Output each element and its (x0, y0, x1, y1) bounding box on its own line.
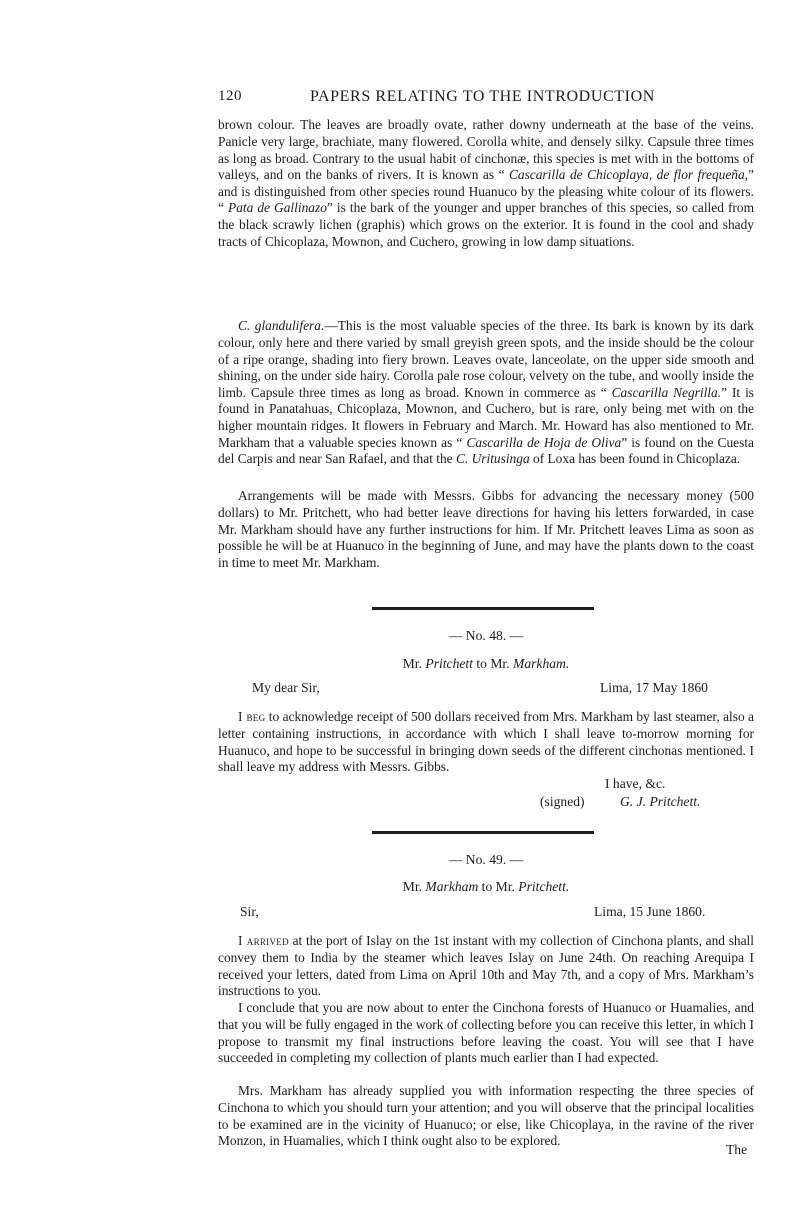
sender-name: Markham (425, 879, 479, 894)
closing: I have, &c. (605, 776, 666, 791)
text-span: of Loxa has been found in Chicoplaza. (529, 451, 741, 467)
text-span: ” is found on the Cuesta del Carpis and near San Rafael, and that the (218, 434, 754, 467)
letter-number: — No. 49. — (448, 852, 524, 867)
catchword: The (726, 1142, 748, 1157)
letter-heading (218, 879, 754, 895)
signed-label: (signed) (540, 794, 585, 809)
italic-span: Cascarilla de Chicoplaya, de flor frequeña, (508, 167, 749, 183)
text-span: ” and is distinguished from other species round Huanuco by the pleasing white colour of its flowers. “ (218, 167, 754, 216)
opening-word: I arrived (238, 933, 289, 949)
place-date: Lima, 17 May 1860 (600, 680, 708, 695)
section-rule (372, 831, 594, 834)
page-header (218, 88, 758, 110)
text-span: brown colour. The leaves are broadly ovate, rather downy underneath at the base of the veins. Panicle very large, brachiate, many flowered. Corolla white, and densely silky. Capsule three times as long as broad. Contrary to the usual habit of cinchonæ, this species is met with in the bottoms of valleys, and on the banks of rivers. It is known as “ (218, 117, 754, 183)
recipient-name: Pritchett. (518, 879, 570, 894)
italic-span: Cascarilla de Hoja de Oliva (466, 434, 622, 450)
salutation: Sir, (240, 904, 259, 919)
letter-body (218, 933, 754, 999)
recipient-name: Markham. (513, 656, 570, 671)
text-span: ” It is found in Panatahuas, Chicoplaza, Mownon, and Cuchero, but is rare, only being met with on the higher mountain ridges. It flowers in February and March. Mr. Howard has also mentioned to Mr. Markham that a valuable species known as “ (218, 384, 754, 450)
text-span: to acknowledge receipt of 500 dollars received from Mrs. Markham by last steamer, also a letter containing instructions, in accordance with which I shall leave to-morrow morning for Huanuco, and hope to be successful in bringing down seeds of the different cinchonas mentioned. I shall leave my address with Messrs. Gibbs. (218, 709, 754, 775)
letter-body: I conclude that you are now about to enter the Cinchona forests of Huanuco or Huamalies, and that you will be fully engaged in the work of collecting before you can receive this letter, in which I propose to transmit my final instructions before leaving the coast. You will see that I have succeeded in completing my collection of plants much earlier than I had expected. (218, 1000, 754, 1066)
letter-number: — No. 48. — (448, 628, 524, 643)
page-number: 120 (218, 88, 242, 104)
salutation: My dear Sir, (252, 680, 320, 695)
place-date: Lima, 15 June 1860. (594, 904, 706, 919)
signature-text: G. J. Pritchett. (620, 794, 701, 809)
italic-span: Pata de Gallinazo (228, 200, 327, 216)
text-span: to Mr. (478, 879, 519, 894)
letter-body (218, 709, 754, 775)
glandulifera-paragraph (218, 318, 754, 467)
italic-span: C. Uritusinga (455, 451, 530, 467)
letter-heading (218, 656, 754, 672)
opening-word: I beg (238, 709, 266, 725)
italic-span: Cascarilla Negrilla. (611, 384, 722, 400)
running-title: PAPERS RELATING TO THE INTRODUCTION (310, 88, 655, 105)
sender-name: Pritchett (425, 656, 473, 671)
text-span: ” is the bark of the younger and upper branches of this species, so called from the black scrawly lichen (graphis) which grows on the exterior. It is found in the cool and shady tracts of Chicoplaza, Mownon, and Cuchero, growing in low damp situations. (218, 200, 755, 249)
text-span: at the port of Islay on the 1st instant with my collection of Cinchona plants, and shall convey them to India by the steamer which leaves Islay on June 24th. On reaching Arequipa I received your letters, dated from Lima on April 10th and May 7th, and a copy of Mrs. Markham’s instructions to you. (218, 933, 754, 999)
species-name: C. glandulifera. (238, 318, 325, 334)
letter-body: Mrs. Markham has already supplied you with information respecting the three species of Cinchona to which you should turn your attention; and you will observe that the principal localities to be examined are in the vicinity of Huanuco; or else, like Chicoplaya, in the ravine of the river Monzon, in Huamalies, which I think ought also to be explored. (218, 1083, 754, 1149)
continuation-paragraph (218, 117, 754, 250)
signature (620, 794, 700, 810)
text-span: to Mr. (472, 656, 513, 671)
text-span: —This is the most valuable species of the three. Its bark is known by its dark colour, only here and there varied by small greyish green spots, and the inside should be the colour of a ripe orange, shading into fiery brown. Leaves ovate, lanceolate, on the upper side smooth and shining, on the under side hairy. Corolla pale rose colour, velvety on the tube, and woolly inside the limb. Capsule three times as long as broad. Known in commerce as “ (218, 318, 754, 400)
arrangements-paragraph: Arrangements will be made with Messrs. Gibbs for advancing the necessary money (500 dollars) to Mr. Pritchett, who had better leave directions for having his letters forwarded, in case Mr. Markham should have any further instructions for him. If Mr. Pritchett leaves Lima as soon as possible he will be at Huanuco in the beginning of June, and may have the plants down to the coast in time to meet Mr. Markham. (218, 488, 754, 570)
section-rule (372, 607, 594, 610)
text-span: Mr. (402, 656, 426, 671)
text-span: Mr. (402, 879, 426, 894)
